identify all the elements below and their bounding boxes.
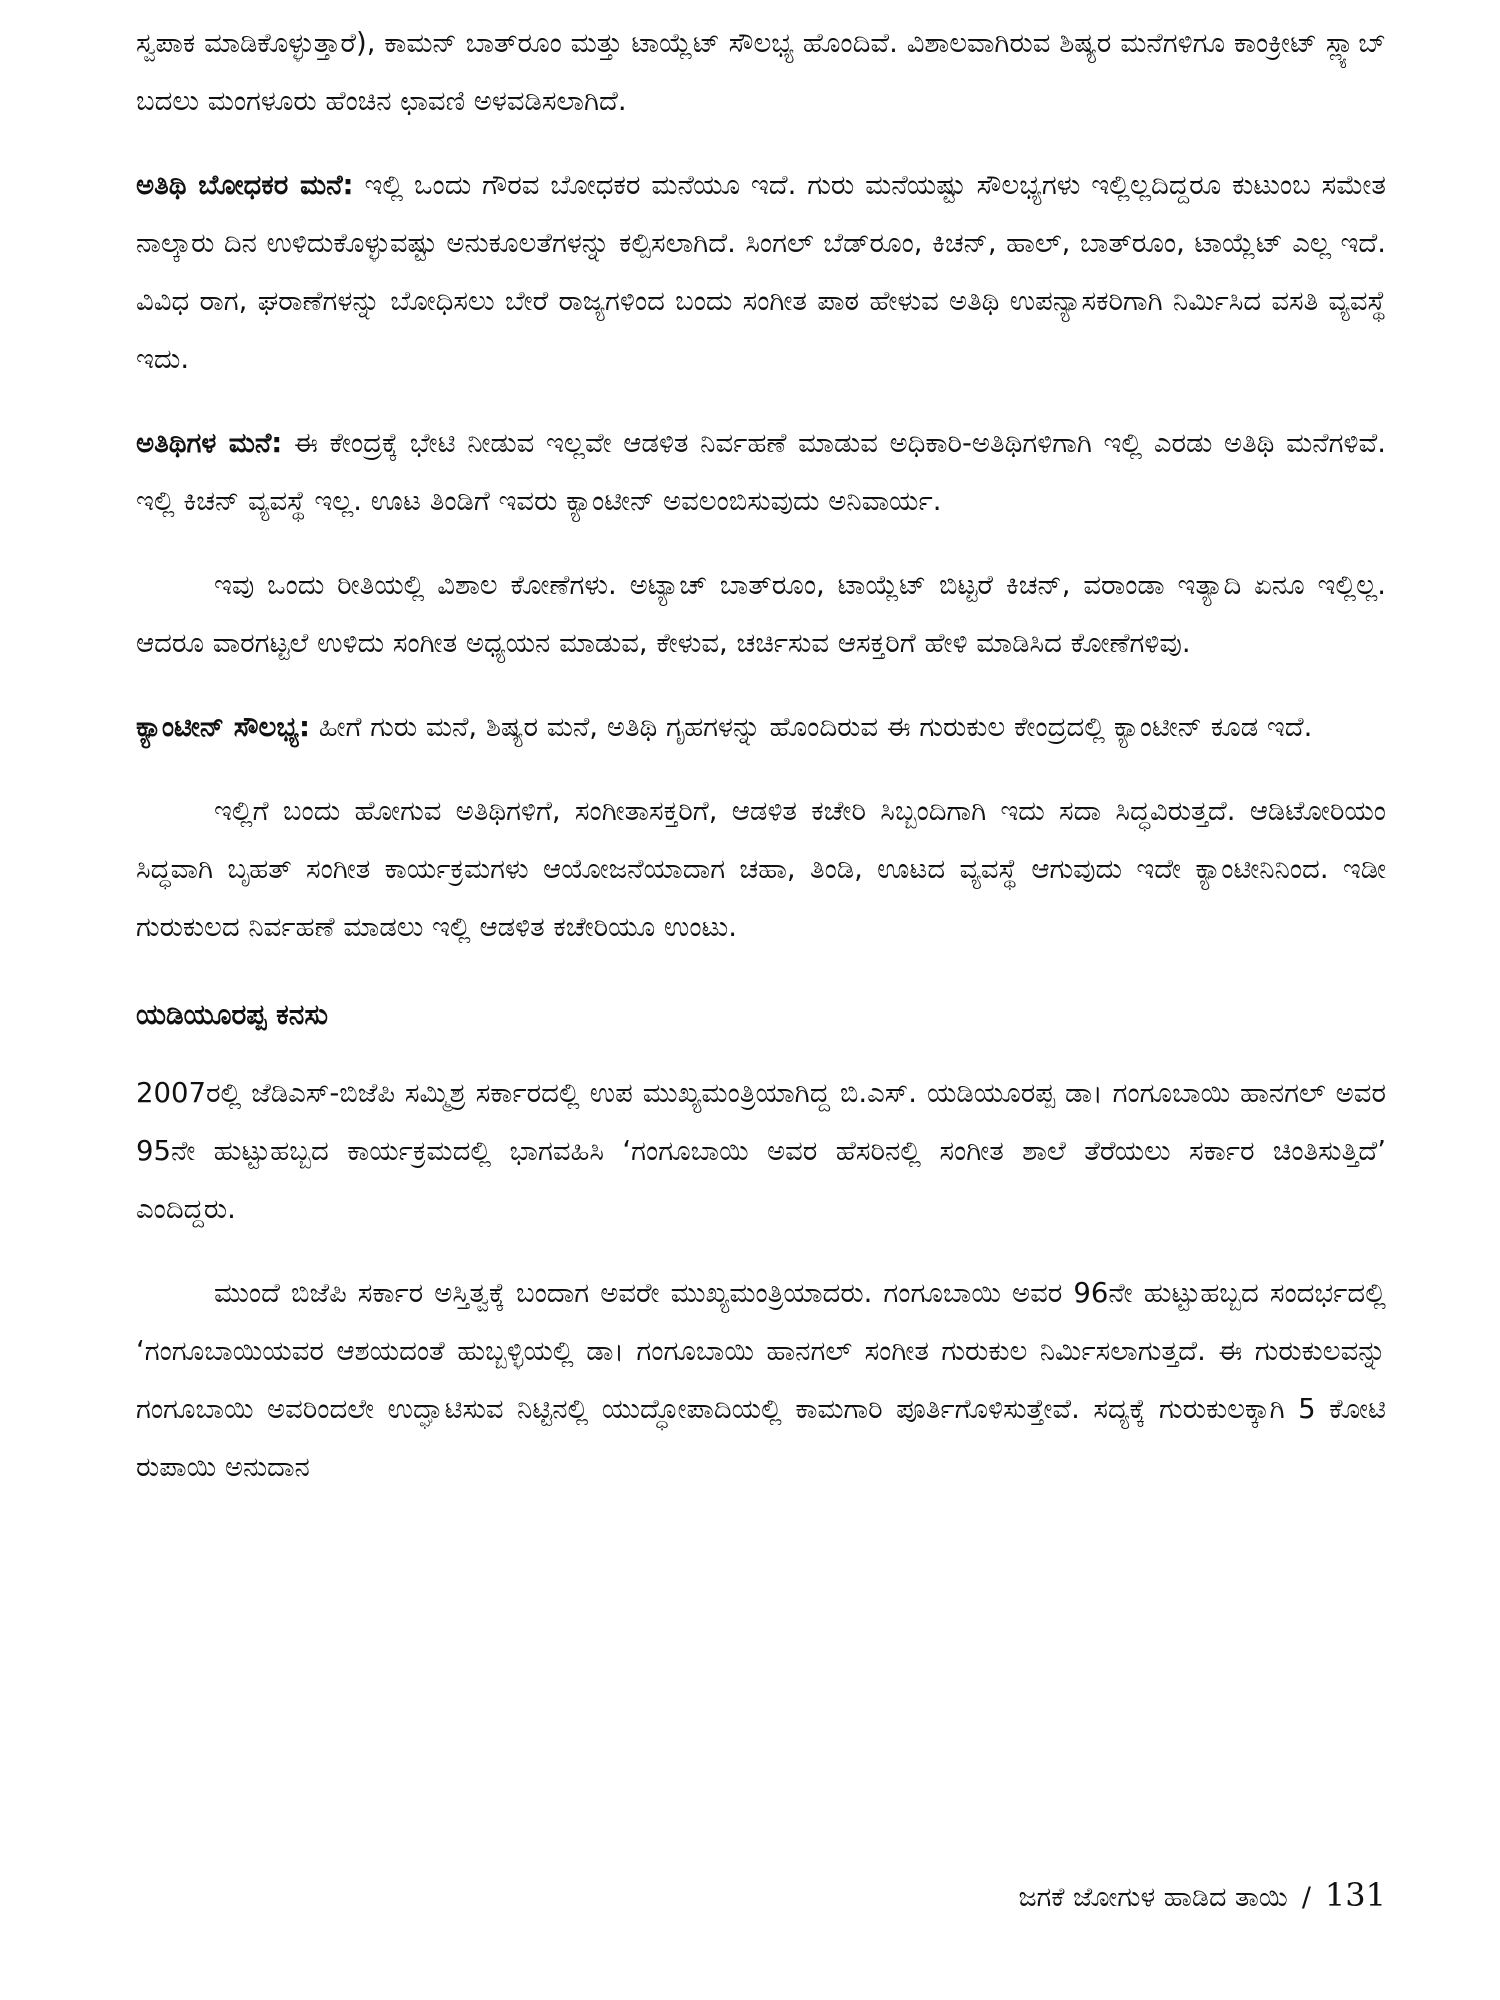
paragraph-rooms: ಇವು ಒಂದು ರೀತಿಯಲ್ಲಿ ವಿಶಾಲ ಕೋಣೆಗಳು. ಅಟ್ಯಾಚ್ ಬಾತ್‌ರೂಂ, ಟಾಯ್ಲೆಟ್ ಬಿಟ್ಟರೆ ಕಿಚನ್, ವರಾಂಡಾ ಇತ್ಯಾದಿ ಏನೂ ಇಲ್ಲಿಲ್ಲ. ಆದರೂ ವಾರಗಟ್ಟಲೆ ಉಳಿದು ಸಂಗೀತ ಅಧ್ಯಯನ ಮಾಡುವ, ಕೇಳುವ, ಚರ್ಚಿಸುವ ಆಸಕ್ತರಿಗೆ ಹೇಳಿ ಮಾಡಿಸಿದ ಕೋಣೆಗಳಿವು. bbox=[136, 569, 1386, 659]
paragraph-guest-teacher-house bbox=[136, 156, 1386, 388]
paragraph-guest-house bbox=[136, 414, 1386, 530]
running-title: ಜಗಕೆ ಜೋಗುಳ ಹಾಡಿದ ತಾಯಿ bbox=[1018, 1882, 1288, 1913]
footer-separator: / bbox=[1301, 1882, 1311, 1913]
paragraph-text: ಇಲ್ಲಿ ಒಂದು ಗೌರವ ಬೋಧಕರ ಮನೆಯೂ ಇದೆ. ಗುರು ಮನೆಯಷ್ಟು ಸೌಲಭ್ಯಗಳು ಇಲ್ಲಿಲ್ಲದಿದ್ದರೂ ಕುಟುಂಬ ಸಮೇತ ನಾಲ್ಕಾರು ದಿನ ಉಳಿದುಕೊಳ್ಳುವಷ್ಟು ಅನುಕೂಲತೆಗಳನ್ನು ಕಲ್ಪಿಸಲಾಗಿದೆ. ಸಿಂಗಲ್ ಬೆಡ್‌ರೂಂ, ಕಿಚನ್, ಹಾಲ್, ಬಾತ್‌ರೂಂ, ಟಾಯ್ಲೆಟ್ ಎಲ್ಲ ಇದೆ. ವಿವಿಧ ರಾಗ, ಘರಾಣೆಗಳನ್ನು ಬೋಧಿಸಲು ಬೇರೆ ರಾಜ್ಯಗಳಿಂದ ಬಂದು ಸಂಗೀತ ಪಾಠ ಹೇಳುವ ಅತಿಥಿ ಉಪನ್ಯಾಸಕರಿಗಾಗಿ ನಿರ್ಮಿಸಿದ ವಸತಿ ವ್ಯವಸ್ಥೆ ಇದು. bbox=[136, 169, 1386, 375]
paragraph-text: ಹೀಗೆ ಗುರು ಮನೆ, ಶಿಷ್ಯರ ಮನೆ, ಅತಿಥಿ ಗೃಹಗಳನ್ನು ಹೊಂದಿರುವ ಈ ಗುರುಕುಲ ಕೇಂದ್ರದಲ್ಲಿ ಕ್ಯಾಂಟೀನ್ ಕೂಡ ಇದೆ. bbox=[309, 711, 1313, 743]
paragraph-yeddyurappa-cm: ಮುಂದೆ ಬಿಜೆಪಿ ಸರ್ಕಾರ ಅಸ್ತಿತ್ವಕ್ಕೆ ಬಂದಾಗ ಅವರೇ ಮುಖ್ಯಮಂತ್ರಿಯಾದರು. ಗಂಗೂಬಾಯಿ ಅವರ 96ನೇ ಹುಟ್ಟುಹಬ್ಬದ ಸಂದರ್ಭದಲ್ಲಿ ‘ಗಂಗೂಬಾಯಿಯವರ ಆಶಯದಂತೆ ಹುಬ್ಬಳ್ಳಿಯಲ್ಲಿ ಡಾ। ಗಂಗೂಬಾಯಿ ಹಾನಗಲ್ ಸಂಗೀತ ಗುರುಕುಲ ನಿರ್ಮಿಸಲಾಗುತ್ತದೆ. ಈ ಗುರುಕುಲವನ್ನು ಗಂಗೂಬಾಯಿ ಅವರಿಂದಲೇ ಉದ್ಘಾಟಿಸುವ ನಿಟ್ಟಿನಲ್ಲಿ ಯುದ್ಧೋಪಾದಿಯಲ್ಲಿ ಕಾಮಗಾರಿ ಪೂರ್ತಿಗೊಳಿಸುತ್ತೇವೆ. ಸದ್ಯಕ್ಕೆ ಗುರುಕುಲಕ್ಕಾಗಿ 5 ಕೋಟಿ ರುಪಾಯಿ ಅನುದಾನ bbox=[136, 1277, 1386, 1483]
paragraph-continuation: ಸ್ವಪಾಕ ಮಾಡಿಕೊಳ್ಳುತ್ತಾರೆ), ಕಾಮನ್ ಬಾತ್‌ರೂಂ ಮತ್ತು ಟಾಯ್ಲೆಟ್ ಸೌಲಭ್ಯ ಹೊಂದಿವೆ. ವಿಶಾಲವಾಗಿರುವ ಶಿಷ್ಯರ ಮನೆಗಳಿಗೂ ಕಾಂಕ್ರೀಟ್ ಸ್ಲ್ಯಾಬ್ ಬದಲು ಮಂಗಳೂರು ಹೆಂಚಿನ ಛಾವಣಿ ಅಳವಡಿಸಲಾಗಿದೆ. bbox=[136, 27, 1386, 117]
section-title: ಯಡಿಯೂರಪ್ಪ ಕನಸು bbox=[136, 998, 329, 1031]
paragraph-heading: ಅತಿಥಿ ಬೋಧಕರ ಮನೆ: bbox=[136, 169, 354, 201]
paragraph-text: ಈ ಕೇಂದ್ರಕ್ಕೆ ಭೇಟಿ ನೀಡುವ ಇಲ್ಲವೇ ಆಡಳಿತ ನಿರ್ವಹಣೆ ಮಾಡುವ ಅಧಿಕಾರಿ-ಅತಿಥಿಗಳಿಗಾಗಿ ಇಲ್ಲಿ ಎರಡು ಅತಿಥಿ ಮನೆಗಳಿವೆ. ಇಲ್ಲಿ ಕಿಚನ್ ವ್ಯವಸ್ಥೆ ಇಲ್ಲ. ಊಟ ತಿಂಡಿಗೆ ಇವರು ಕ್ಯಾಂಟೀನ್ ಅವಲಂಬಿಸುವುದು ಅನಿವಾರ್ಯ. bbox=[136, 427, 1386, 517]
paragraph-heading: ಅತಿಥಿಗಳ ಮನೆ: bbox=[136, 427, 283, 459]
paragraph-heading: ಕ್ಯಾಂಟೀನ್ ಸೌಲಭ್ಯ: bbox=[136, 711, 310, 743]
page-footer bbox=[1018, 1876, 1386, 1914]
paragraph-canteen-details: ಇಲ್ಲಿಗೆ ಬಂದು ಹೋಗುವ ಅತಿಥಿಗಳಿಗೆ, ಸಂಗೀತಾಸಕ್ತರಿಗೆ, ಆಡಳಿತ ಕಚೇರಿ ಸಿಬ್ಬಂದಿಗಾಗಿ ಇದು ಸದಾ ಸಿದ್ಧವಿರುತ್ತದೆ. ಆಡಿಟೋರಿಯಂ ಸಿದ್ಧವಾಗಿ ಬೃಹತ್ ಸಂಗೀತ ಕಾರ್ಯಕ್ರಮಗಳು ಆಯೋಜನೆಯಾದಾಗ ಚಹಾ, ತಿಂಡಿ, ಊಟದ ವ್ಯವಸ್ಥೆ ಆಗುವುದು ಇದೇ ಕ್ಯಾಂಟೀನಿನಿಂದ. ಇಡೀ ಗುರುಕುಲದ ನಿರ್ವಹಣೆ ಮಾಡಲು ಇಲ್ಲಿ ಆಡಳಿತ ಕಚೇರಿಯೂ ಉಂಟು. bbox=[136, 795, 1386, 943]
paragraph-yeddyurappa-2007: 2007ರಲ್ಲಿ ಜೆಡಿಎಸ್-ಬಿಜೆಪಿ ಸಮ್ಮಿಶ್ರ ಸರ್ಕಾರದಲ್ಲಿ ಉಪ ಮುಖ್ಯಮಂತ್ರಿಯಾಗಿದ್ದ ಬಿ.ಎಸ್. ಯಡಿಯೂರಪ್ಪ ಡಾ। ಗಂಗೂಬಾಯಿ ಹಾನಗಲ್ ಅವರ 95ನೇ ಹುಟ್ಟುಹಬ್ಬದ ಕಾರ್ಯಕ್ರಮದಲ್ಲಿ ಭಾಗವಹಿಸಿ ‘ಗಂಗೂಬಾಯಿ ಅವರ ಹೆಸರಿನಲ್ಲಿ ಸಂಗೀತ ಶಾಲೆ ತೆರೆಯಲು ಸರ್ಕಾರ ಚಿಂತಿಸುತ್ತಿದೆ’ ಎಂದಿದ್ದರು. bbox=[136, 1077, 1386, 1225]
page-number: 131 bbox=[1324, 1876, 1386, 1914]
paragraph-canteen bbox=[136, 698, 1386, 756]
page-body bbox=[136, 14, 1386, 1496]
